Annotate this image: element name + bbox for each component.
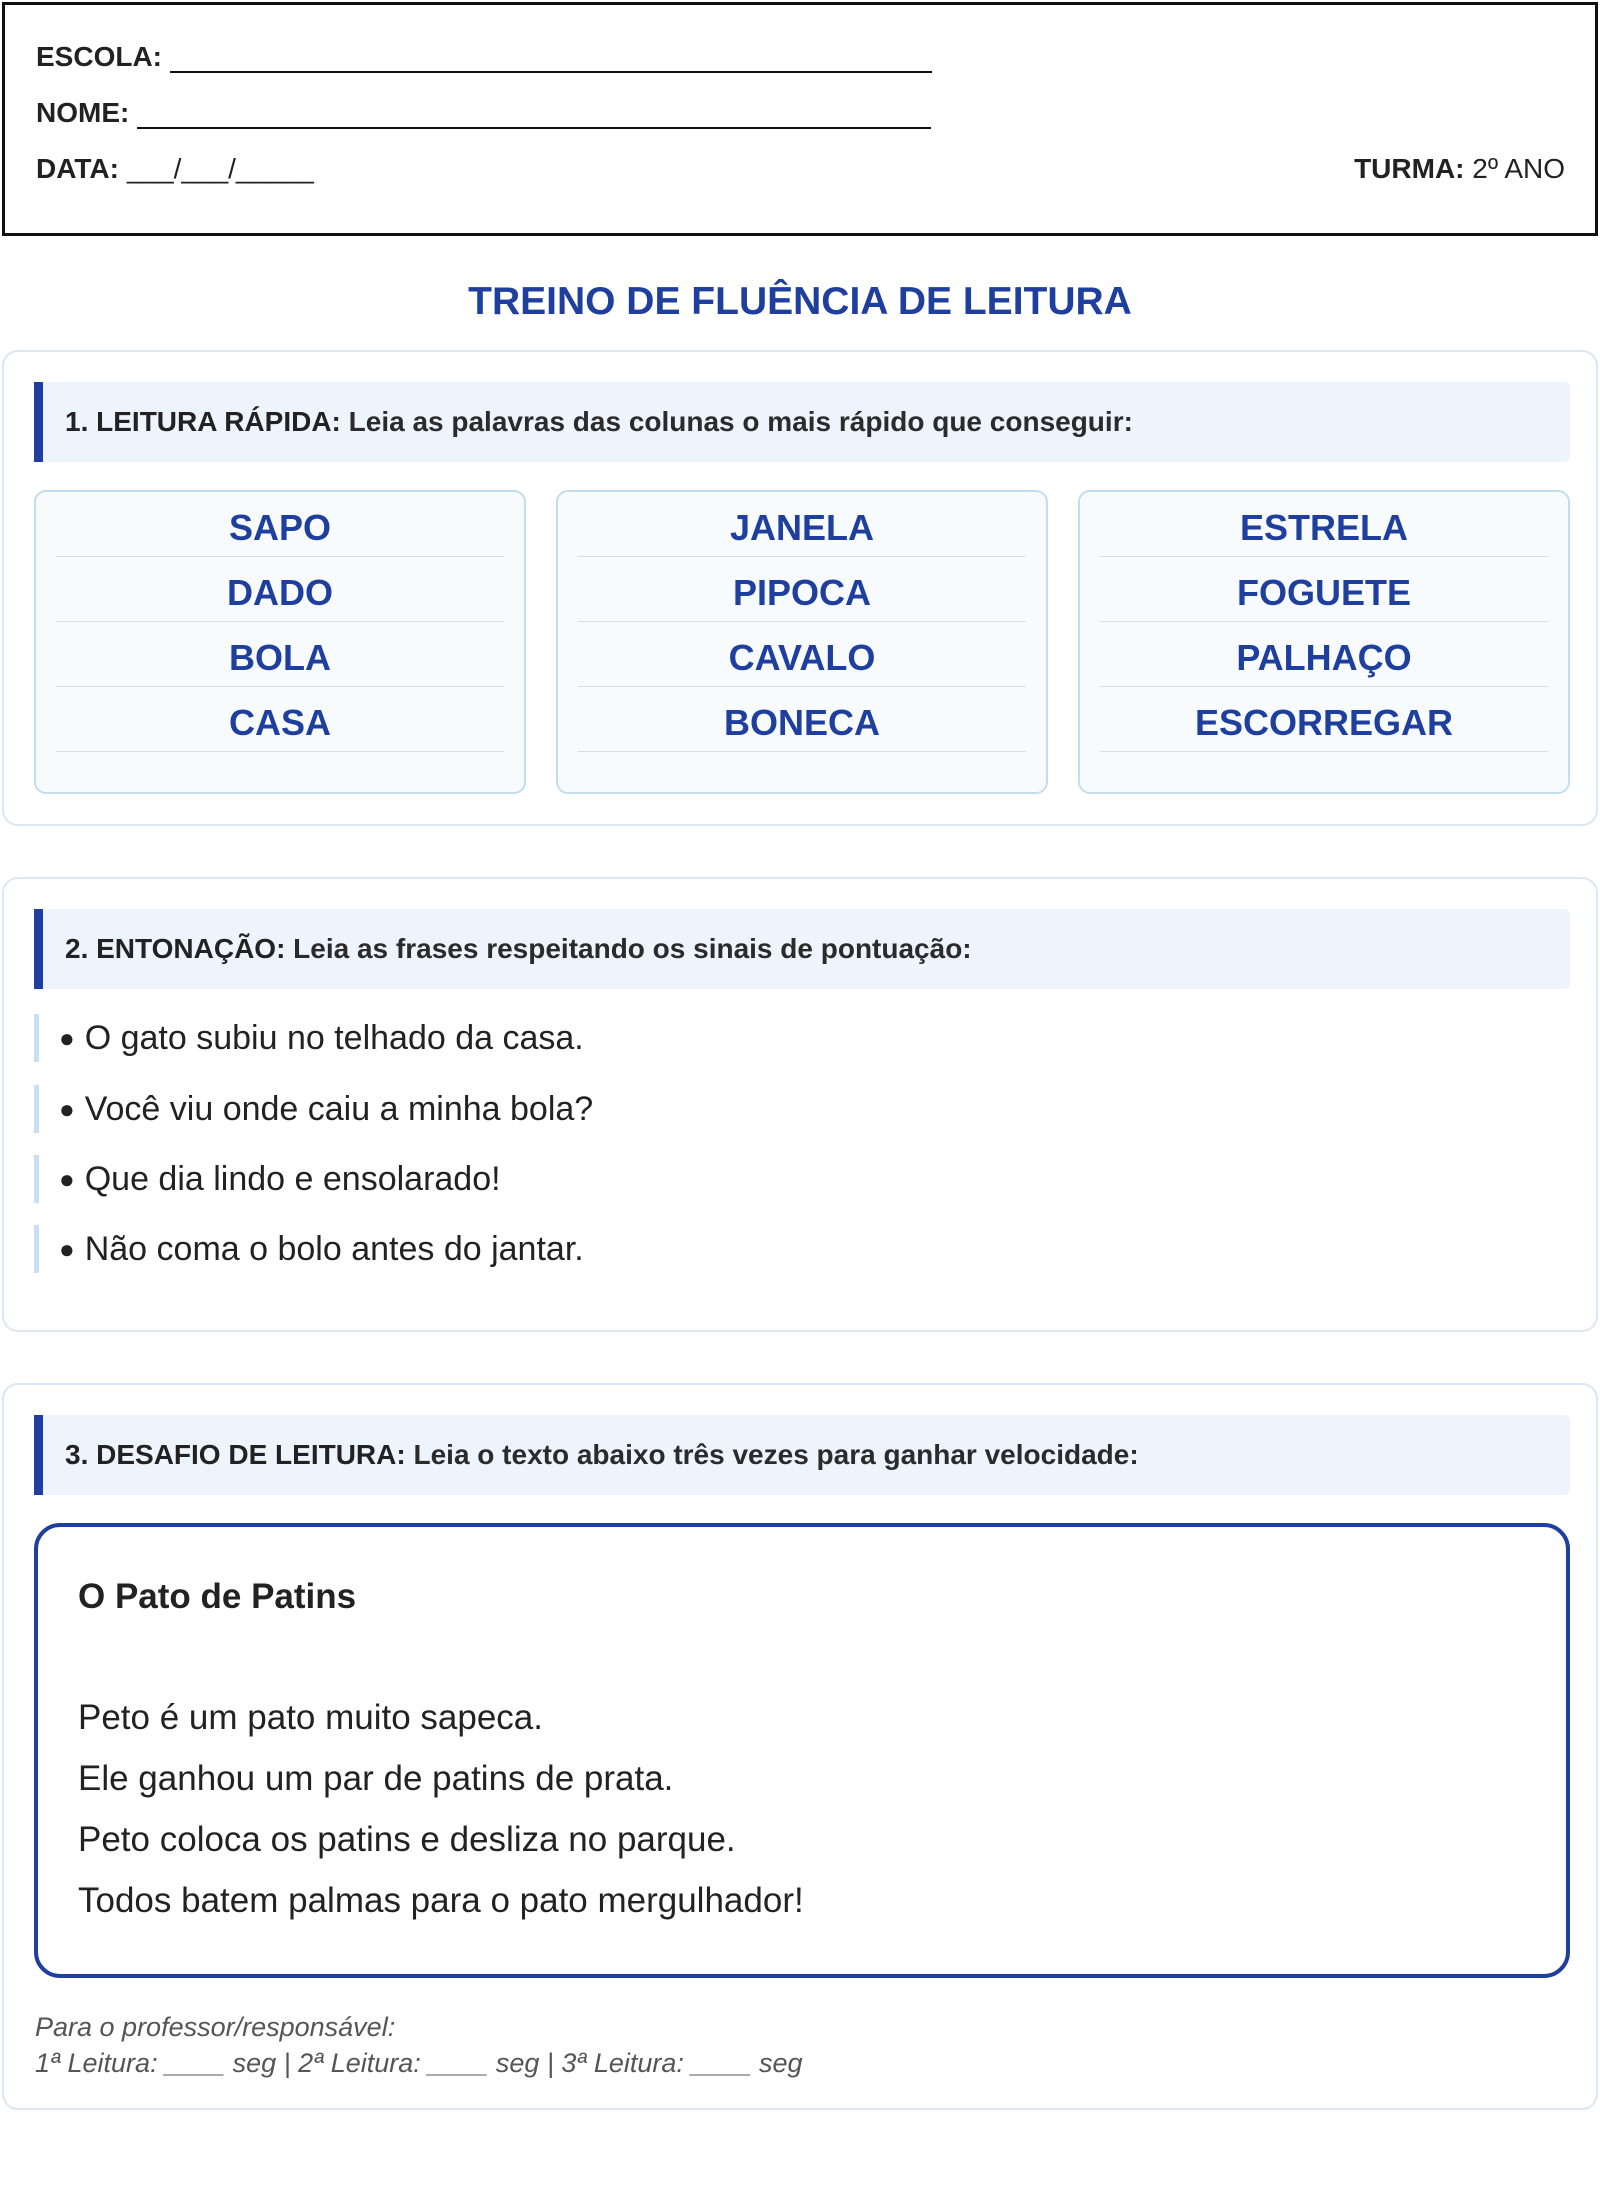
sentence-item — [34, 1155, 501, 1203]
word: ESCORREGAR — [1100, 687, 1548, 752]
sentence-item — [34, 1014, 584, 1062]
section-3-heading — [34, 1415, 1570, 1495]
section-3-number: 3. DESAFIO DE LEITURA: — [65, 1439, 406, 1470]
sentence-text: O gato subiu no telhado da casa. — [84, 1019, 584, 1057]
word-column-2 — [556, 490, 1048, 794]
section-leitura-rapida — [2, 350, 1598, 826]
story-title: O Pato de Patins — [78, 1577, 357, 1616]
turma-label: TURMA: — [1354, 153, 1465, 184]
sentence-text: Que dia lindo e ensolarado! — [84, 1160, 501, 1198]
section-1-number: 1. LEITURA RÁPIDA: — [65, 406, 341, 437]
student-info-header — [2, 2, 1598, 236]
section-desafio-leitura — [2, 1383, 1598, 2110]
nome-label: NOME: — [36, 97, 130, 128]
nome-field[interactable] — [137, 99, 931, 129]
word: SAPO — [56, 492, 504, 557]
section-2-instruction: Leia as frases respeitando os sinais de pontuação: — [293, 933, 972, 964]
bullet-icon: ● — [59, 1094, 75, 1124]
story-box — [34, 1523, 1570, 1978]
turma — [1354, 153, 1565, 185]
escola-row — [36, 41, 932, 73]
bullet-icon: ● — [59, 1023, 75, 1053]
section-2-number: 2. ENTONAÇÃO: — [65, 933, 286, 964]
word: ESTRELA — [1100, 492, 1548, 557]
section-3-instruction: Leia o texto abaixo três vezes para ganhar velocidade: — [413, 1439, 1139, 1470]
word: DADO — [56, 557, 504, 622]
section-entonacao — [2, 877, 1598, 1332]
word-column-1 — [34, 490, 526, 794]
bullet-icon: ● — [59, 1164, 75, 1194]
data-field[interactable]: ___/___/_____ — [126, 153, 314, 184]
word: PIPOCA — [578, 557, 1026, 622]
sentence-item — [34, 1225, 584, 1273]
section-1-instruction: Leia as palavras das colunas o mais rápido que conseguir: — [348, 406, 1133, 437]
teacher-note-label: Para o professor/responsável: — [35, 2012, 396, 2042]
word: PALHAÇO — [1100, 622, 1548, 687]
word: CAVALO — [578, 622, 1026, 687]
data-row — [36, 153, 314, 185]
word: BONECA — [578, 687, 1026, 752]
story-line: Ele ganhou um par de patins de prata. — [78, 1759, 674, 1798]
page-title: TREINO DE FLUÊNCIA DE LEITURA — [468, 280, 1132, 323]
sentence-text: Você viu onde caiu a minha bola? — [84, 1090, 594, 1128]
story-line: Peto é um pato muito sapeca. — [78, 1698, 543, 1737]
nome-row — [36, 97, 931, 129]
word: BOLA — [56, 622, 504, 687]
section-1-heading — [34, 382, 1570, 462]
word: CASA — [56, 687, 504, 752]
sentence-item — [34, 1085, 593, 1133]
turma-value: 2º ANO — [1472, 153, 1565, 184]
data-label: DATA: — [36, 153, 119, 184]
escola-label: ESCOLA: — [36, 41, 162, 72]
escola-field[interactable] — [170, 43, 932, 73]
bullet-icon: ● — [59, 1234, 75, 1264]
story-line: Peto coloca os patins e desliza no parque. — [78, 1820, 736, 1859]
word: JANELA — [578, 492, 1026, 557]
story-line: Todos batem palmas para o pato mergulhador! — [78, 1881, 804, 1920]
reading-times-field[interactable]: 1ª Leitura: ____ seg | 2ª Leitura: ____ seg | 3ª Leitura: ____ seg — [35, 2048, 803, 2078]
word-column-3 — [1078, 490, 1570, 794]
section-2-heading — [34, 909, 1570, 989]
sentence-text: Não coma o bolo antes do jantar. — [84, 1230, 584, 1268]
word: FOGUETE — [1100, 557, 1548, 622]
